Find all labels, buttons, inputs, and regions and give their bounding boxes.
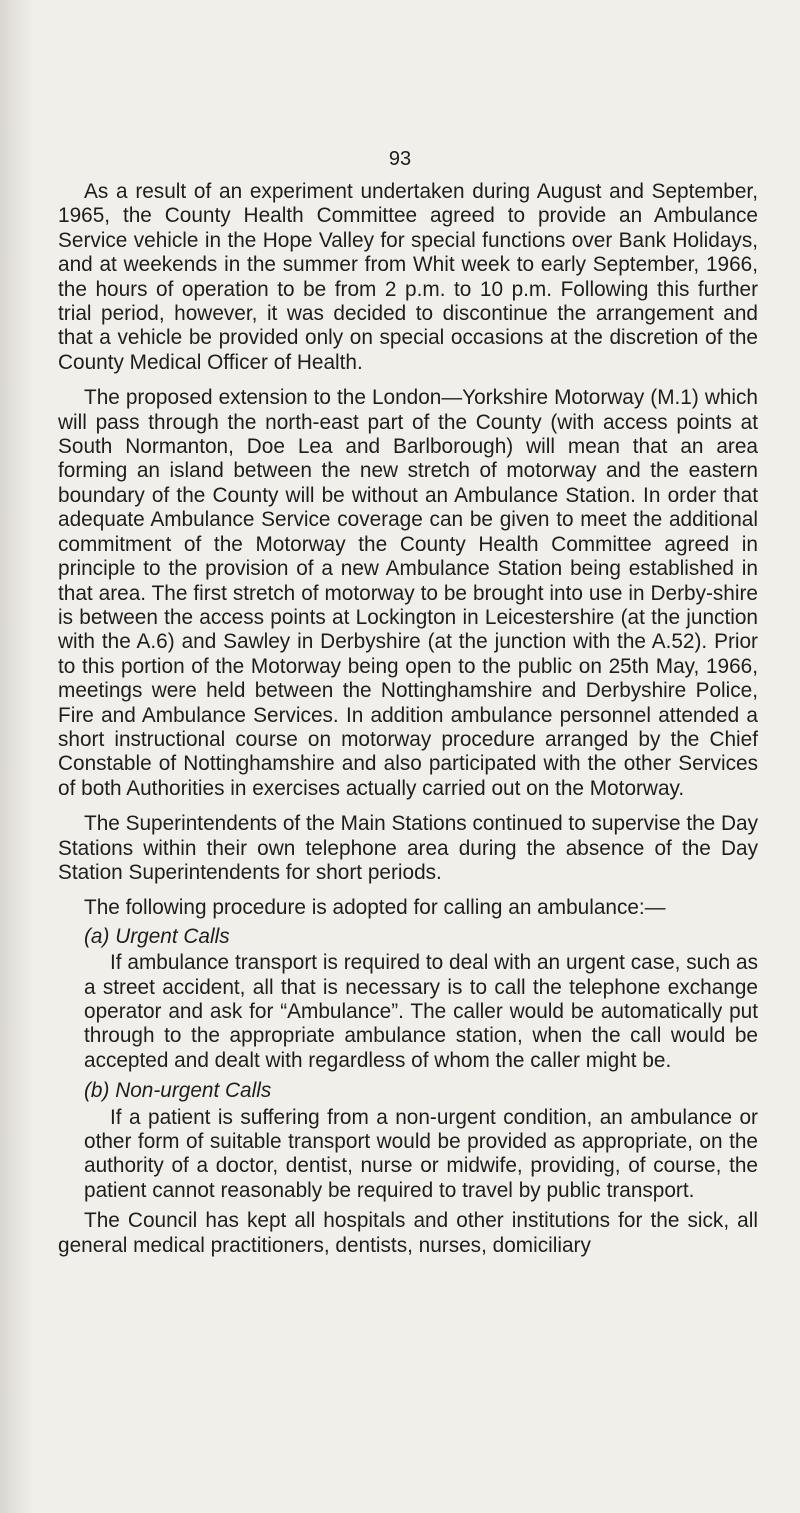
procedure-b-letter: (b) — [84, 1079, 110, 1103]
procedure-b-heading — [58, 1079, 758, 1103]
procedure-a-section — [58, 951, 758, 1073]
paragraph-superintendents: The Superintendents of the Main Stations continued to supervise the Day Stations within their own telephone area during the absence of the Day Station Superintendents for short periods. — [58, 812, 758, 884]
paragraph-motorway: The proposed extension to the London—Yorkshire Motorway (M.1) which will pass through the north-east part of the County (with access points at South Normanton, Doe Lea and Barlborough) will mean that an area forming an island between the new stretch of motorway and the eastern boundary of the County will be without an Ambulance Station. In order that adequate Ambulance Service coverage can be given to meet the additional commitment of the Motorway the County Health Committee agreed in principle to the provision of a new Ambulance Station being established in that area. The first stretch of motorway to be brought into use in Derby-shire is between the access points at Lockington in Leicestershire (at the junction with the A.6) and Sawley in Derbyshire (at the junction with the A.52). Prior to this portion of the Motorway being open to the public on 25th May, 1966, meetings were held between the Nottinghamshire and Derbyshire Police, Fire and Ambulance Services. In addition ambulance personnel attended a short instructional course on motorway procedure arranged by the Chief Constable of Nottinghamshire and also participated with the other Services of both Authorities in exercises actually carried out on the Motorway. — [58, 386, 758, 800]
page-number: 93 — [388, 148, 412, 170]
document-body — [58, 180, 758, 1269]
paragraph-hope-valley: As a result of an experiment undertaken during August and September, 1965, the County Health Committee agreed to provide an Ambulance Service vehicle in the Hope Valley for special functions over Bank Holidays, and at weekends in the summer from Whit week to early September, 1966, the hours of operation to be from 2 p.m. to 10 p.m. Following this further trial period, however, it was decided to discontinue the arrangement and that a vehicle be provided only on special occasions at the discretion of the County Medical Officer of Health. — [58, 180, 758, 374]
procedure-a-title: Urgent Calls — [115, 924, 230, 948]
procedure-a-letter: (a) — [84, 924, 110, 948]
paragraph-council: The Council has kept all hospitals and other institutions for the sick, all general medical practitioners, dentists, nurses, domiciliary — [58, 1209, 758, 1257]
procedure-b-title: Non-urgent Calls — [115, 1079, 272, 1103]
procedure-b-body: If a patient is suffering from a non-urgent condition, an ambulance or other form of suitable transport would be provided as appropriate, on the authority of a doctor, dentist, nurse or midwife, providing, of course, the patient cannot reasonably be required to travel by public transport. — [84, 1105, 758, 1202]
page-edge-shadow — [0, 0, 34, 1513]
procedure-a-heading — [58, 925, 758, 949]
procedure-b-section — [58, 1106, 758, 1204]
paragraph-procedure-intro: The following procedure is adopted for calling an ambulance:— — [84, 896, 666, 920]
procedure-a-body: If ambulance transport is required to deal with an urgent case, such as a street accident, all that is necessary is to call the telephone exchange operator and ask for “Ambulance”. The caller would be automatically put through to the appropriate ambulance station, when the call would be accepted and dealt with regardless of whom the caller might be. — [84, 951, 758, 1072]
